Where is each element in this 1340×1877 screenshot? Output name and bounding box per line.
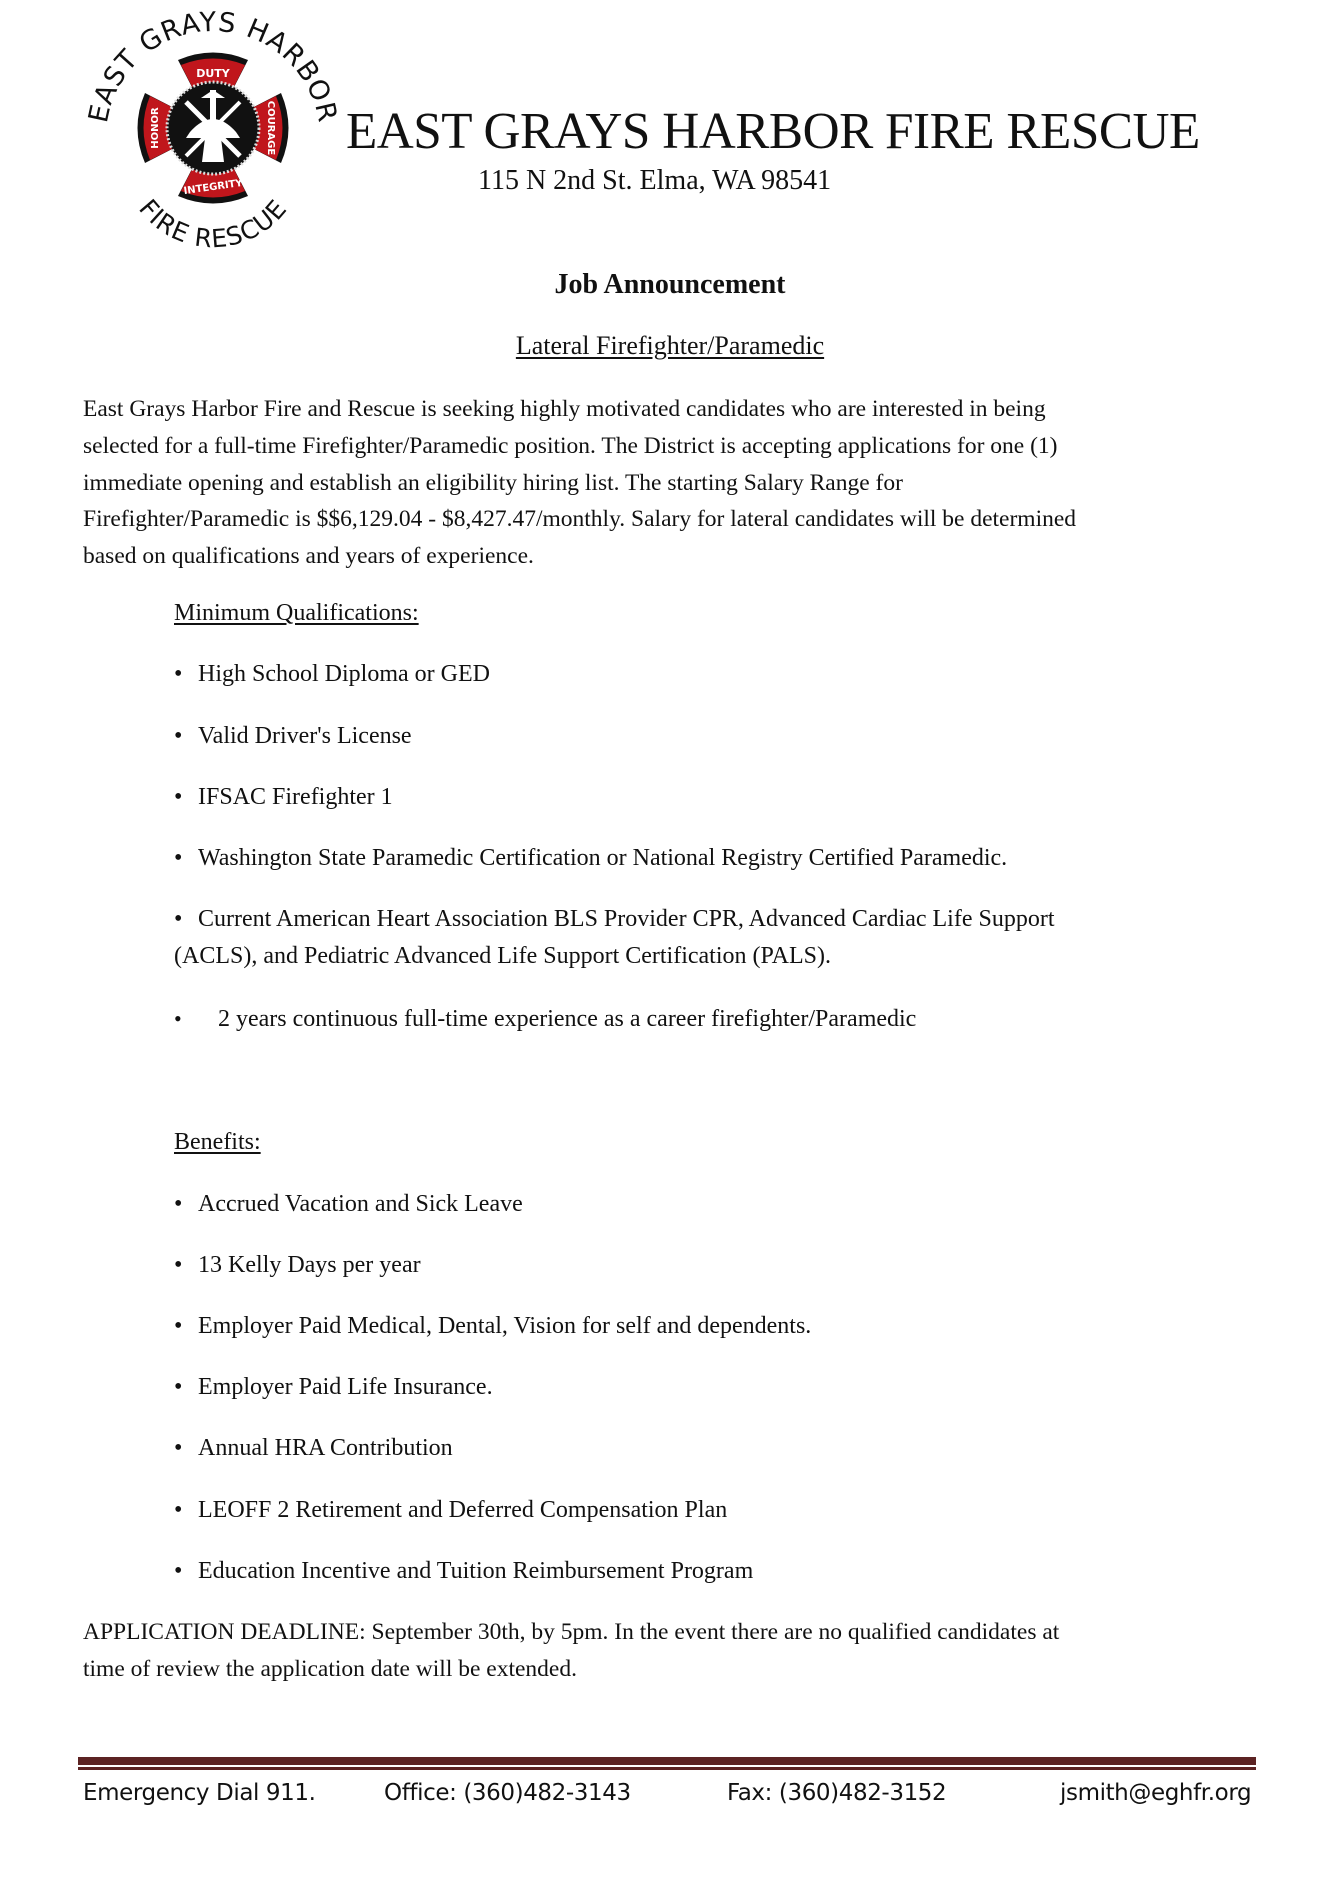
qualification-text: Current American Heart Association BLS Provider CPR, Advanced Cardiac Life Support bbox=[198, 906, 1055, 932]
logo-courage-text: COURAGE bbox=[265, 100, 276, 156]
organization-address: 115 N 2nd St. Elma, WA 98541 bbox=[478, 165, 832, 196]
qualification-text: 2 years continuous full-time experience as a career firefighter/Paramedic bbox=[218, 1006, 917, 1032]
qualification-text: IFSAC Firefighter 1 bbox=[198, 784, 393, 810]
application-deadline bbox=[83, 1614, 1059, 1688]
bullet-icon: • bbox=[174, 906, 183, 932]
bullet-icon: • bbox=[174, 1313, 183, 1339]
intro-line: based on qualifications and years of experience. bbox=[83, 543, 534, 570]
bullet-icon: • bbox=[174, 1435, 183, 1461]
bullet-icon: • bbox=[174, 845, 183, 871]
deadline-line: APPLICATION DEADLINE: September 30th, by 5pm. In the event there are no qualified candidates at bbox=[83, 1619, 1060, 1645]
qualifications-heading: Minimum Qualifications: bbox=[174, 600, 419, 626]
footer-office-phone[interactable]: Office: (360)482-3143 bbox=[384, 1780, 631, 1806]
footer-divider-thin bbox=[78, 1767, 1256, 1770]
footer-email-link[interactable]: jsmith@eghfr.org bbox=[1060, 1780, 1252, 1806]
benefit-text: LEOFF 2 Retirement and Deferred Compensation Plan bbox=[198, 1497, 728, 1523]
bullet-icon: • bbox=[174, 1191, 183, 1217]
qualification-item bbox=[174, 782, 393, 812]
benefit-item bbox=[174, 1189, 523, 1219]
qualification-text: Washington State Paramedic Certification or National Registry Certified Paramedic. bbox=[198, 845, 1008, 871]
qualification-item bbox=[174, 901, 1055, 975]
intro-line: immediate opening and establish an eligibility hiring list. The starting Salary Range for bbox=[83, 469, 903, 496]
qualification-item bbox=[174, 659, 490, 689]
benefit-text: Accrued Vacation and Sick Leave bbox=[198, 1191, 523, 1217]
benefits-heading: Benefits: bbox=[174, 1129, 261, 1155]
qualification-text: (ACLS), and Pediatric Advanced Life Support Certification (PALS). bbox=[174, 943, 831, 969]
footer-emergency: Emergency Dial 911. bbox=[83, 1780, 316, 1806]
logo-honor-text: HONOR bbox=[150, 107, 161, 149]
benefit-item bbox=[174, 1556, 753, 1586]
fire-rescue-logo bbox=[78, 10, 348, 270]
benefit-text: Employer Paid Life Insurance. bbox=[198, 1374, 493, 1400]
deadline-line: time of review the application date will be extended. bbox=[83, 1655, 577, 1682]
organization-title: EAST GRAYS HARBOR FIRE RESCUE bbox=[346, 103, 1200, 160]
logo-integrity-text: INTEGRITY bbox=[183, 177, 244, 198]
qualification-text: Valid Driver's License bbox=[198, 723, 412, 749]
benefit-text: Employer Paid Medical, Dental, Vision for self and dependents. bbox=[198, 1313, 812, 1339]
qualification-item bbox=[174, 1004, 916, 1034]
benefit-item bbox=[174, 1250, 421, 1280]
logo-ring-top-text: EAST GRAYS HARBOR bbox=[83, 10, 343, 126]
intro-paragraph bbox=[83, 391, 1273, 575]
bullet-icon: • bbox=[174, 1252, 183, 1278]
benefit-text: Annual HRA Contribution bbox=[198, 1435, 453, 1461]
benefit-item bbox=[174, 1433, 453, 1463]
position-title: Lateral Firefighter/Paramedic bbox=[515, 331, 825, 360]
benefit-item bbox=[174, 1495, 727, 1525]
footer-divider-thick bbox=[78, 1757, 1256, 1765]
bullet-icon: • bbox=[174, 1497, 183, 1523]
bullet-icon: • bbox=[174, 723, 183, 749]
intro-line: East Grays Harbor Fire and Rescue is seeking highly motivated candidates who are interested in being bbox=[83, 396, 1046, 422]
logo-ring-bottom-text: FIRE RESCUE bbox=[133, 193, 293, 254]
bullet-icon: • bbox=[174, 1374, 183, 1400]
page-heading: Job Announcement bbox=[554, 269, 786, 300]
qualification-item bbox=[174, 843, 1007, 873]
bullet-icon: • bbox=[174, 784, 183, 810]
benefit-text: Education Incentive and Tuition Reimbursement Program bbox=[198, 1558, 754, 1584]
benefit-item bbox=[174, 1311, 811, 1341]
bullet-icon: • bbox=[174, 661, 183, 687]
logo-duty-text: DUTY bbox=[196, 67, 230, 80]
footer-fax: Fax: (360)482-3152 bbox=[727, 1780, 947, 1806]
intro-line: Firefighter/Paramedic is $$6,129.04 - $8,427.47/monthly. Salary for lateral candidates will be determined bbox=[83, 506, 1077, 533]
intro-line: selected for a full-time Firefighter/Paramedic position. The District is accepting applications for one (1) bbox=[83, 432, 1058, 459]
bullet-icon: • bbox=[174, 1006, 182, 1031]
qualification-text: High School Diploma or GED bbox=[198, 661, 490, 687]
benefit-text: 13 Kelly Days per year bbox=[198, 1252, 421, 1278]
bullet-icon: • bbox=[174, 1558, 183, 1584]
qualification-item bbox=[174, 721, 412, 751]
benefit-item bbox=[174, 1372, 493, 1402]
